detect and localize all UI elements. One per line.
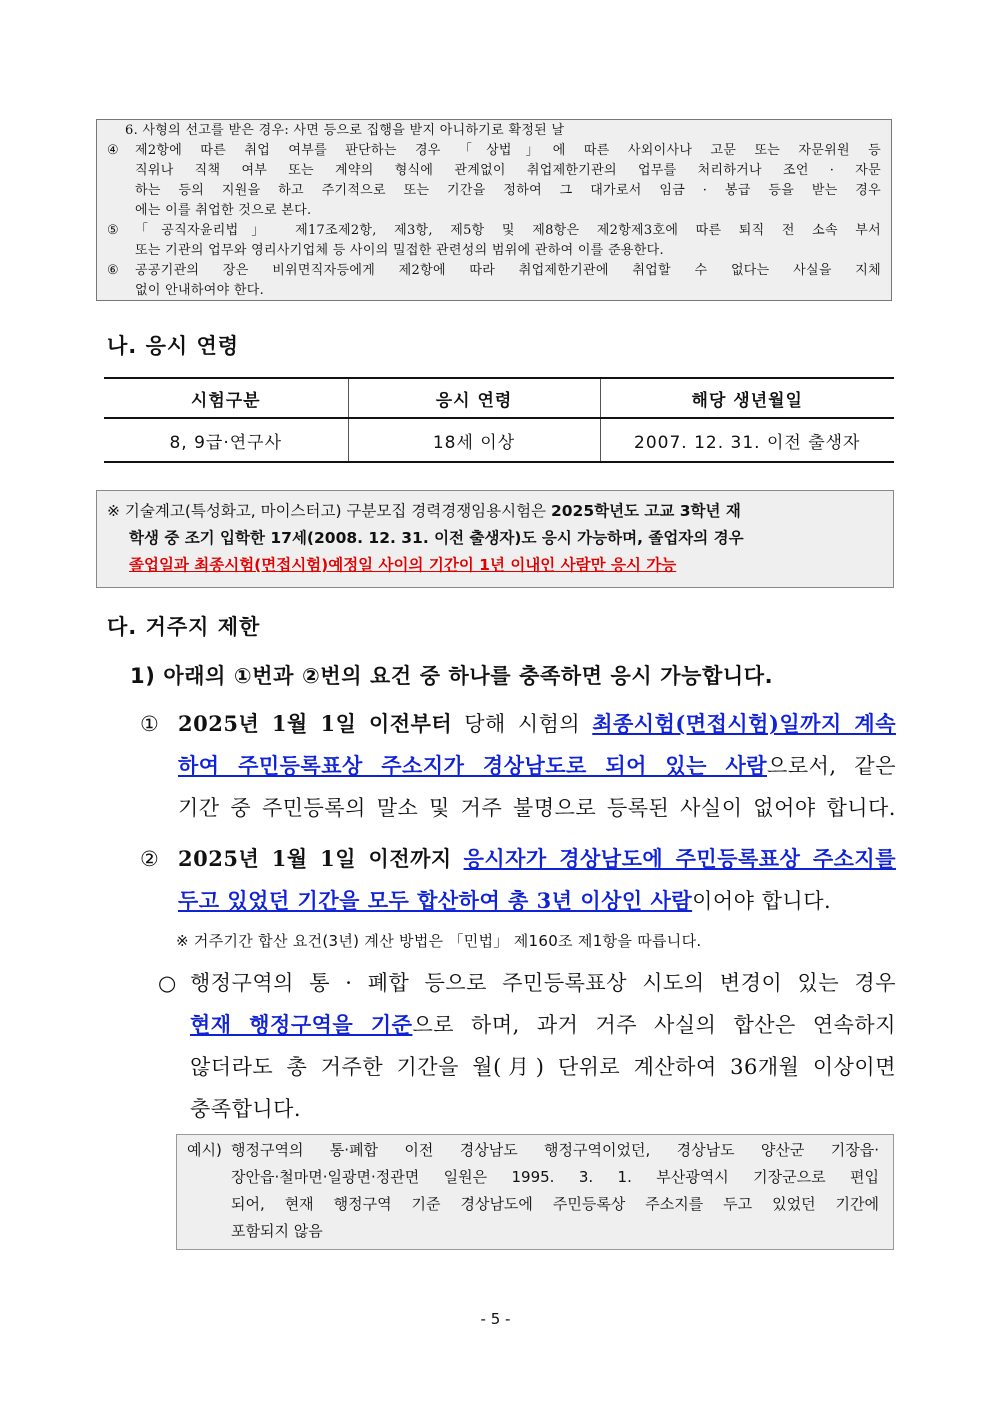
law-text-line: 없이 안내하여야 한다. <box>135 283 265 298</box>
paragraph-line: 않더라도 총 거주한 기간을 월(月) 단위로 계산하여 36개월 이상이면 <box>190 1055 896 1079</box>
table-cell: 8, 9급·연구사 <box>169 432 283 453</box>
note-bold-line: 학생 중 조기 입학한 17세(2008. 12. 31. 이전 출생자)도 응시 가능하며, 졸업자의 경우 <box>129 529 744 547</box>
item-highlight-text: 최종시험(면접시험)일까지 계속 <box>592 711 896 736</box>
section-title-age: 나. 응시 연령 <box>107 334 240 358</box>
item-text: 당해 시험의 <box>452 712 593 736</box>
law-text-line: 또는 기관의 업무와 영리사기업체 등 사이의 밀접한 관련성의 범위에 관하여 이를 준용한다. <box>135 243 664 258</box>
example-line: 되어, 현재 행정구역 기준 경상남도에 주민등록상 주소지를 두고 있었던 기간에 <box>231 1195 879 1213</box>
item-number: ① <box>140 712 160 736</box>
law-text-line: 하는 등의 지원을 하고 주기적으로 또는 기간을 정하여 그 대가로서 임금 · 봉급 등을 받는 경우 <box>135 183 881 198</box>
example-line: 장안읍·철마면·일광면·정관면 일원은 1995. 3. 1. 부산광역시 기장군으로 편입 <box>231 1168 879 1186</box>
residence-sub-heading: 1) 아래의 ①번과 ②번의 요건 중 하나를 충족하면 응시 가능합니다. <box>130 664 774 688</box>
item-text: 으로서, 같은 <box>767 754 896 778</box>
example-line: 포함되지 않음 <box>231 1222 323 1240</box>
table-cell: 2007. 12. 31. 이전 출생자 <box>600 418 894 462</box>
table-row <box>104 418 894 462</box>
law-text-line: 제2항에 따른 취업 여부를 판단하는 경우 「상법」에 따른 사외이사나 고문 또는 자문위원 등 <box>135 143 881 158</box>
paragraph-line: 충족합니다. <box>190 1097 302 1121</box>
law-item-4 <box>107 141 881 221</box>
residence-calc-note: ※ 거주기간 합산 요건(3년) 계산 방법은 「민법」 제160조 제1항을 따릅니다. <box>176 932 702 950</box>
law-item-number: ⑥ <box>107 263 119 278</box>
note-red-text: 졸업일과 최종시험(면접시험)예정일 사이의 기간이 1년 이내인 사람만 응시 가능 <box>129 556 677 574</box>
note-mark: ※ <box>107 502 120 520</box>
residence-item-2 <box>140 838 896 922</box>
table-header-row <box>104 378 894 418</box>
law-text-line: 에는 이를 취업한 것으로 본다. <box>135 203 312 218</box>
law-text-line: 직위나 직책 여부 또는 계약의 형식에 관계없이 취업제한기관의 업무를 처리하거나 조언 · 자문 <box>135 163 881 178</box>
paragraph-line: 으로 하며, 과거 거주 사실의 합산은 연속하지 <box>412 1013 897 1037</box>
item-highlight-text: 두고 있었던 기간을 모두 합산하여 총 3년 이상인 사람 <box>178 888 693 913</box>
item-text: 기간 중 주민등록의 말소 및 거주 불명으로 등록된 사실이 없어야 합니다. <box>178 796 896 820</box>
item-highlight-text: 응시자가 경상남도에 주민등록표상 주소지를 <box>463 846 896 871</box>
paragraph-highlight: 현재 행정구역을 기준 <box>190 1012 413 1037</box>
note-bold-text: 2025학년도 고교 3학년 재 <box>550 502 741 520</box>
table-header-cell: 시험구분 <box>190 390 261 411</box>
table-header-cell: 해당 생년월일 <box>600 378 894 418</box>
item-highlight-text: 하여 주민등록표상 주소지가 경상남도로 되어 있는 사람 <box>178 753 768 778</box>
item-bold-text: 2025년 1월 1일 이전까지 <box>178 846 452 871</box>
table-cell: 18세 이상 <box>348 418 600 462</box>
page-number: - 5 - <box>480 1310 511 1328</box>
item-bold-text: 2025년 1월 1일 이전부터 <box>178 711 453 736</box>
example-label: 예시) <box>187 1141 222 1159</box>
law-text-line: 공공기관의 장은 비위면직자등에게 제2항에 따라 취업제한기관에 취업할 수 없다는 사실을 지체 <box>135 263 881 278</box>
example-box <box>176 1134 894 1250</box>
law-line-6: 6. 사형의 선고를 받은 경우: 사면 등으로 집행을 받지 아니하기로 확정된 날 <box>125 123 565 138</box>
paragraph-line: 행정구역의 통 · 폐합 등으로 주민등록표상 시도의 변경이 있는 경우 <box>190 971 896 995</box>
law-excerpt-box <box>96 119 892 301</box>
section-title-residence: 다. 거주지 제한 <box>107 615 261 639</box>
law-item-number: ④ <box>107 143 119 158</box>
residence-item-1 <box>140 703 896 829</box>
bullet-mark: ○ <box>158 971 177 995</box>
admin-district-paragraph <box>158 962 896 1130</box>
note-text: 기술계고(특성화고, 마이스터고) 구분모집 경력경쟁임용시험은 <box>120 502 551 520</box>
table-header-cell: 응시 연령 <box>348 378 600 418</box>
law-text-line: 「공직자윤리법」 제17조제2항, 제3항, 제5항 및 제8항은 제2항제3호에 따른 퇴직 전 소속 부서 <box>135 223 881 238</box>
age-table <box>104 377 894 463</box>
law-item-5 <box>107 221 881 261</box>
item-number: ② <box>140 847 160 871</box>
law-item-number: ⑤ <box>107 223 119 238</box>
example-line: 행정구역의 통·폐합 이전 경상남도 행정구역이었던, 경상남도 양산군 기장읍· <box>231 1141 879 1159</box>
age-note-box <box>96 490 894 588</box>
law-item-6 <box>107 261 881 301</box>
item-text: 이어야 합니다. <box>692 889 832 913</box>
